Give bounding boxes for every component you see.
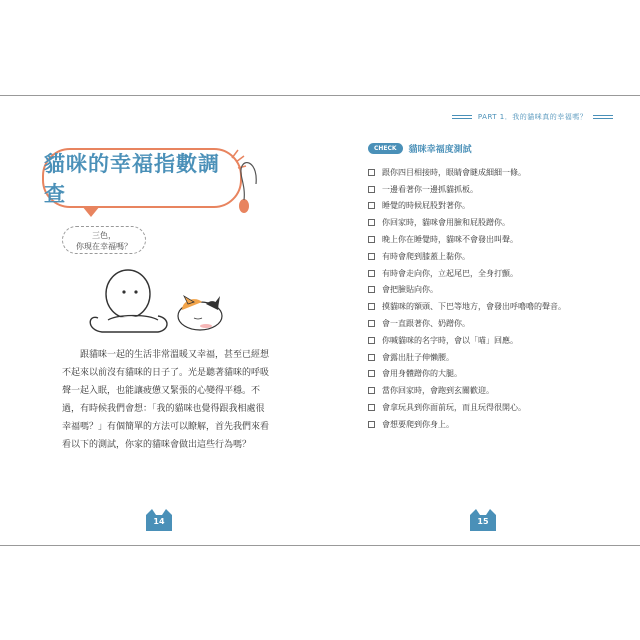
checkbox[interactable] bbox=[368, 370, 375, 377]
page-number: 14 bbox=[153, 517, 165, 526]
page-number-tab bbox=[468, 509, 498, 531]
checklist-item-label: 會想要爬到你身上。 bbox=[382, 419, 454, 429]
checklist-item-label: 會拿玩具到你面前玩，而且玩得很開心。 bbox=[382, 403, 526, 413]
decorative-tail-icon bbox=[228, 144, 278, 214]
checklist-item[interactable] bbox=[368, 349, 566, 366]
checklist-item[interactable] bbox=[368, 416, 566, 433]
checklist-item-label: 當你回家時，會跑到玄關歡迎。 bbox=[382, 386, 494, 396]
checkbox[interactable] bbox=[368, 270, 375, 277]
checklist-item-label: 你回家時，貓咪會用臉和屁股蹭你。 bbox=[382, 218, 510, 228]
checklist-item[interactable] bbox=[368, 265, 566, 282]
checklist-item[interactable] bbox=[368, 399, 566, 416]
checklist-item-label: 睡覺的時候屁股對著你。 bbox=[382, 201, 470, 211]
checkbox[interactable] bbox=[368, 219, 375, 226]
checkbox[interactable] bbox=[368, 202, 375, 209]
checkbox[interactable] bbox=[368, 421, 375, 428]
checklist-item[interactable] bbox=[368, 332, 566, 349]
checkbox[interactable] bbox=[368, 320, 375, 327]
checklist-item-label: 有時會走向你，立起尾巴，全身打顫。 bbox=[382, 268, 518, 278]
checkbox[interactable] bbox=[368, 236, 375, 243]
header-rule bbox=[593, 115, 613, 119]
check-heading bbox=[368, 142, 472, 155]
checkbox[interactable] bbox=[368, 387, 375, 394]
checklist-item[interactable] bbox=[368, 382, 566, 399]
title-bubble bbox=[42, 148, 242, 208]
checklist-item-label: 會把臉貼向你。 bbox=[382, 285, 438, 295]
checkbox[interactable] bbox=[368, 354, 375, 361]
checklist-item-label: 跟你四目相接時，眼睛會瞇成細細一條。 bbox=[382, 167, 526, 177]
book-spread bbox=[0, 95, 640, 546]
checklist-item-label: 你喊貓咪的名字時，會以「喵」回應。 bbox=[382, 335, 518, 345]
check-badge: CHECK bbox=[368, 143, 403, 154]
page-number-tab bbox=[144, 509, 174, 531]
checklist-item[interactable] bbox=[368, 315, 566, 332]
checklist-item-label: 會用身體蹭你的大腿。 bbox=[382, 369, 462, 379]
checklist-item[interactable] bbox=[368, 181, 566, 198]
page-number: 15 bbox=[477, 517, 489, 526]
page-title: 貓咪的幸福指數調查 bbox=[44, 152, 220, 206]
check-title: 貓咪幸福度測試 bbox=[408, 145, 472, 155]
person-and-cat-illustration bbox=[78, 254, 238, 334]
checklist-item-label: 會一直跟著你、奶蹭你。 bbox=[382, 319, 470, 329]
thought-line-1: 三色， bbox=[92, 231, 116, 240]
part-header-text: PART 1．我的貓咪真的幸福嗎？ bbox=[477, 113, 588, 121]
checkbox[interactable] bbox=[368, 404, 375, 411]
checkbox[interactable] bbox=[368, 303, 375, 310]
right-page bbox=[320, 96, 640, 545]
left-page bbox=[0, 96, 320, 545]
checklist-item[interactable] bbox=[368, 214, 566, 231]
checklist-item[interactable] bbox=[368, 248, 566, 265]
checklist-item[interactable] bbox=[368, 198, 566, 215]
checklist-item[interactable] bbox=[368, 366, 566, 383]
checklist-item-label: 一邊看著你一邊抓貓抓板。 bbox=[382, 184, 478, 194]
checkbox[interactable] bbox=[368, 286, 375, 293]
checklist-item-label: 晚上你在睡覺時，貓咪不會發出叫聲。 bbox=[382, 235, 518, 245]
checklist-item[interactable] bbox=[368, 298, 566, 315]
thought-line-2: 你現在幸福嗎？ bbox=[76, 242, 132, 251]
checkbox[interactable] bbox=[368, 169, 375, 176]
checklist-item[interactable] bbox=[368, 282, 566, 299]
intro-paragraph: 跟貓咪一起的生活非常溫暖又幸福，甚至已經想不起來以前沒有貓咪的日子了。光是聽著貓咪的呼吸聲一起入眠，也能讓疲憊又緊張的心變得平穩。不過，有時候我們會想：「我的貓咪也覺得跟我相處很幸福嗎？」有個簡單的方法可以瞭解，首先我們來看看以下的測試，你家的貓咪會做出這些行為嗎？ bbox=[62, 350, 270, 450]
checklist-item-label: 會露出肚子伸懶腰。 bbox=[382, 352, 454, 362]
checklist-item-label: 有時會爬到膝蓋上黏你。 bbox=[382, 251, 470, 261]
checklist-item-label: 摸貓咪的額頭、下巴等地方，會發出呼嚕嚕的聲音。 bbox=[382, 302, 566, 312]
checklist bbox=[368, 164, 566, 433]
checklist-item[interactable] bbox=[368, 231, 566, 248]
checkbox[interactable] bbox=[368, 337, 375, 344]
thought-bubble bbox=[62, 226, 146, 254]
part-header bbox=[449, 112, 616, 122]
checkbox[interactable] bbox=[368, 253, 375, 260]
header-rule bbox=[452, 115, 472, 119]
checkbox[interactable] bbox=[368, 186, 375, 193]
checklist-item[interactable] bbox=[368, 164, 566, 181]
